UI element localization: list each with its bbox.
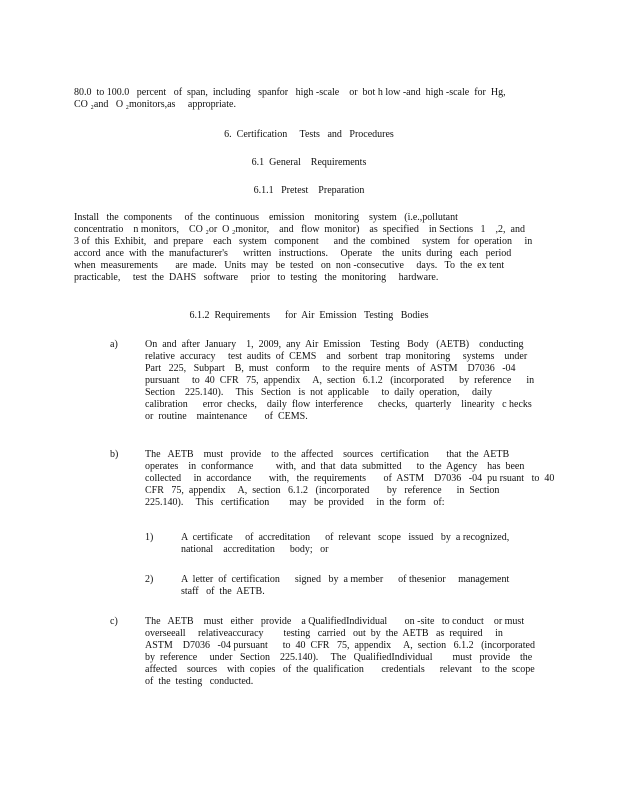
item-label-a: a) — [110, 339, 118, 350]
text-line: pursuant to 40 CFR 75, appendix A, section 6.1.2 (incorporated by reference in — [145, 375, 535, 386]
section-heading-6-1-1: 6.1.1 Pretest Preparation — [253, 185, 365, 196]
text-line: of the testing conducted. — [145, 676, 254, 687]
text-line: 80.0 to 100.0 percent of span, including spanfor high -scale or bot h low -and high -scale for Hg, — [74, 87, 506, 98]
subitem-2-paragraph — [181, 574, 509, 598]
text-line: A letter of certification signed by a member of thesenior management — [181, 574, 510, 585]
text-line: when measurements are made. Units may be tested on non -consecutive days. To the ex tent — [74, 260, 505, 271]
item-label-b: b) — [110, 449, 119, 460]
text-line: concentratio n monitors, CO ₂or O ₂monitor, and flow monitor) as specified in Sections 1 ,2, and — [74, 224, 525, 235]
text-line: 3 of this Exhibit, and prepare each system component and the combined system for operation in — [74, 236, 533, 247]
item-c-paragraph — [145, 616, 535, 688]
text-line: by reference under Section 225.140). The QualifiedIndividual must provide the — [145, 652, 533, 663]
text-line: affected sources with copies of the qualification credentials relevant to the scope — [145, 664, 535, 675]
subitem-1-paragraph — [181, 532, 509, 556]
text-line: calibration error checks, daily flow interference checks, quarterly linearity c hecks — [145, 399, 532, 410]
text-line: CFR 75, appendix A, section 6.1.2 (incorporated by reference in Section — [145, 485, 500, 496]
text-line: Install the components of the continuous emission monitoring system (i.e.,pollutant — [74, 212, 458, 223]
section-heading-6: 6. Certification Tests and Procedures — [224, 129, 394, 140]
text-line: practicable, test the DAHS software prior to testing the monitoring hardware. — [74, 272, 439, 283]
section-heading-6-1-2: 6.1.2 Requirements for Air Emission Testing Bodies — [189, 310, 429, 321]
item-a-paragraph — [145, 339, 534, 423]
text-line: relative accuracy test audits of CEMS and sorbent trap monitoring systems under — [145, 351, 528, 362]
text-line: On and after January 1, 2009, any Air Emission Testing Body (AETB) conducting — [145, 339, 524, 350]
text-line: or routine maintenance of CEMS. — [145, 411, 308, 422]
text-line: operates in conformance with, and that data submitted to the Agency has been — [145, 461, 525, 472]
text-line: national accreditation body; or — [181, 544, 329, 555]
text-line: 225.140). This certification may be provided in the form of: — [145, 497, 445, 508]
subitem-label-2: 2) — [145, 574, 154, 585]
text-line: A certificate of accreditation of relevant scope issued by a recognized, — [181, 532, 510, 543]
item-label-c: c) — [110, 616, 118, 627]
text-line: The AETB must either provide a QualifiedIndividual on -site to conduct or must — [145, 616, 525, 627]
pretest-paragraph — [74, 212, 532, 284]
text-line: accord ance with the manufacturer's written instructions. Operate the units during each period — [74, 248, 512, 259]
item-b-paragraph — [145, 449, 554, 509]
section-heading-6-1: 6.1 General Requirements — [251, 157, 367, 168]
text-line: Part 225, Subpart B, must conform to the require ments of ASTM D7036 -04 — [145, 363, 516, 374]
text-line: collected in accordance with, the requirements of ASTM D7036 -04 pu rsuant to 40 — [145, 473, 555, 484]
intro-paragraph — [74, 87, 506, 111]
text-line: CO ₂and O ₂monitors,as appropriate. — [74, 99, 236, 110]
text-line: Section 225.140). This Section is not applicable to daily operation, daily — [145, 387, 492, 398]
text-line: ASTM D7036 -04 pursuant to 40 CFR 75, appendix A, section 6.1.2 (incorporated — [145, 640, 535, 651]
text-line: overseeall relativeaccuracy testing carried out by the AETB as required in — [145, 628, 503, 639]
subitem-label-1: 1) — [145, 532, 154, 543]
text-line: The AETB must provide to the affected sources certification that the AETB — [145, 449, 510, 460]
text-line: staff of the AETB. — [181, 586, 265, 597]
